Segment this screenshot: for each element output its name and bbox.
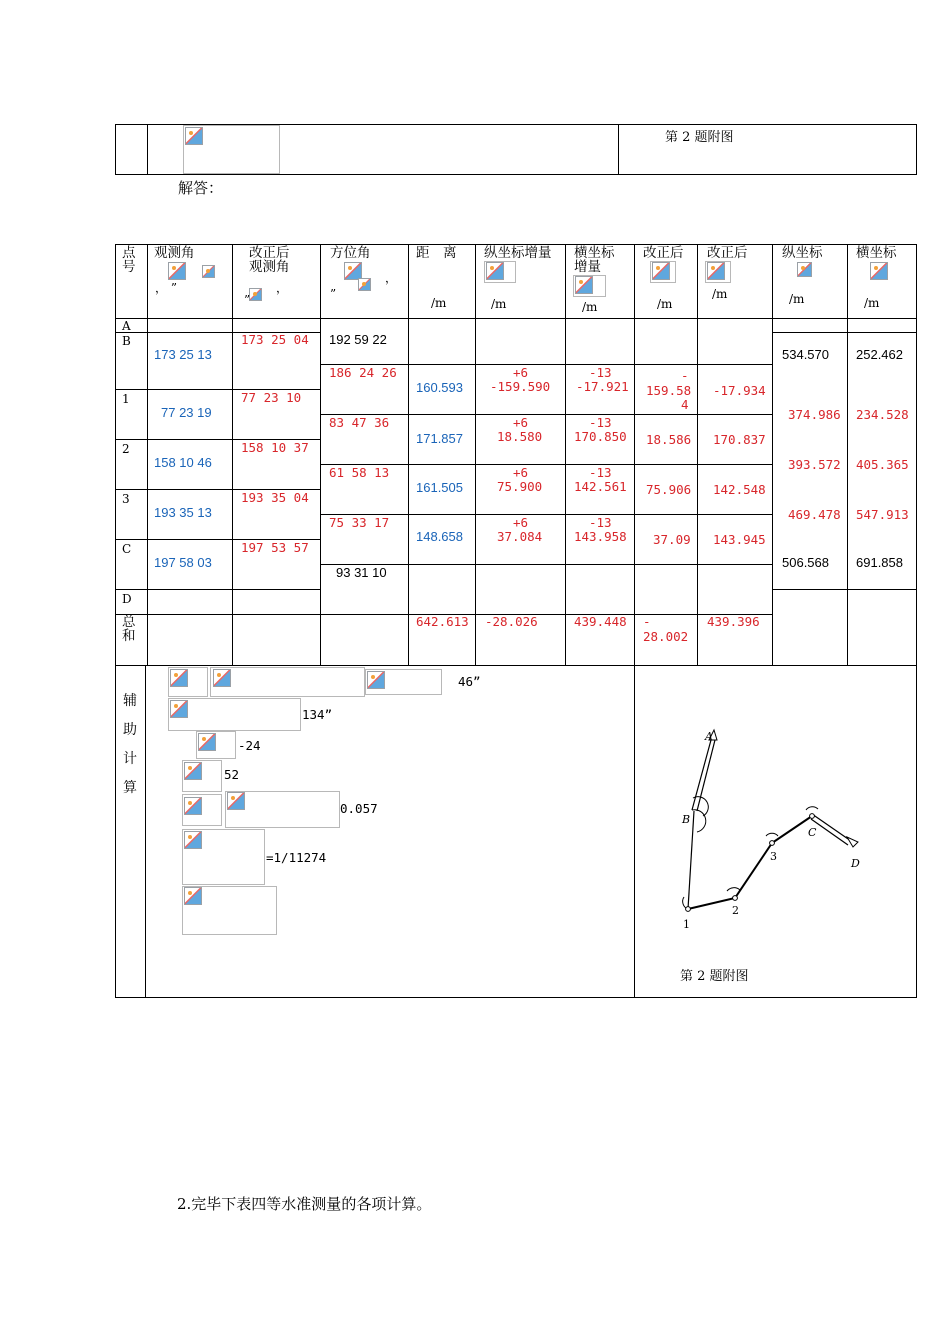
rule — [772, 332, 916, 333]
aux-value-2: 134” — [302, 707, 333, 722]
dy-corr-23: -13 — [589, 465, 612, 480]
cdx-23: 75.906 — [646, 482, 692, 497]
dy-value-b1: -17.921 — [576, 379, 629, 394]
header-x: 纵坐标 — [782, 245, 823, 261]
question-2: 2.完毕下表四等水准测量的各项计算。 — [177, 1195, 432, 1213]
angle-arc-2 — [727, 888, 740, 891]
broken-image-icon — [249, 288, 262, 301]
broken-image-icon — [358, 278, 371, 291]
cdx-b1-sign: - — [681, 368, 689, 383]
header-point-1: 点 — [122, 245, 136, 261]
header-cdy: 改正后 — [707, 245, 748, 261]
rule — [115, 124, 116, 175]
cdy-12: 170.837 — [713, 432, 766, 447]
azimuth-12: 83 47 36 — [329, 415, 390, 430]
rule — [408, 244, 409, 665]
aux-label-4: 算 — [123, 780, 137, 796]
broken-image-icon — [184, 831, 202, 849]
header-cdy-unit: /m — [712, 287, 728, 301]
sum-dx: -28.026 — [485, 614, 538, 629]
rule — [320, 614, 408, 615]
point-d: D — [122, 592, 132, 606]
sum-label-1: 总 — [122, 614, 136, 630]
azimuth-ab: 192 59 22 — [329, 332, 387, 347]
header-observed-marks: ， ” — [155, 281, 177, 295]
rule — [115, 318, 916, 319]
y-coord-c: 691.858 — [856, 555, 903, 570]
point-2: 2 — [122, 442, 130, 456]
x-coord-b: 534.570 — [782, 347, 829, 362]
sum-dy: 439.448 — [574, 614, 627, 629]
header-dy-1: 横坐标 — [574, 245, 615, 261]
distance-23: 161.505 — [416, 480, 463, 495]
label-2: 2 — [732, 904, 739, 917]
aux-label-2: 助 — [123, 722, 137, 738]
y-coord-2: 405.365 — [856, 457, 909, 472]
sum-cdy: 439.396 — [707, 614, 760, 629]
header-corrected-2: 观测角 — [249, 259, 290, 275]
rule — [618, 124, 619, 175]
rule — [847, 244, 848, 665]
observed-angle-3: 193 35 13 — [154, 505, 212, 520]
point-a: A — [122, 319, 131, 333]
corrected-angle-c: 197 53 57 — [241, 540, 309, 555]
label-c: C — [808, 826, 817, 839]
broken-image-icon — [707, 262, 725, 280]
broken-image-icon — [227, 792, 245, 810]
dx-value-3c: 37.084 — [497, 529, 543, 544]
header-cdx-unit: /m — [657, 297, 673, 311]
point-b: B — [122, 334, 131, 348]
y-coord-b: 252.462 — [856, 347, 903, 362]
rule — [408, 564, 772, 565]
rule — [147, 244, 148, 665]
rule — [916, 124, 917, 175]
observed-angle-b: 173 25 13 — [154, 347, 212, 362]
distance-3c: 148.658 — [416, 529, 463, 544]
header-azimuth-mark-2: ” — [330, 287, 337, 301]
line-traverse — [688, 816, 812, 909]
corrected-angle-3: 193 35 04 — [241, 490, 309, 505]
x-coord-2: 393.572 — [788, 457, 841, 472]
dx-corr-23: +6 — [513, 465, 529, 480]
line-cd — [812, 814, 851, 841]
x-coord-3: 469.478 — [788, 507, 841, 522]
point-3-marker — [770, 841, 775, 846]
header-x-unit: /m — [789, 292, 805, 306]
line-cd — [811, 819, 848, 845]
point-1: 1 — [122, 392, 130, 406]
header-azimuth: 方位角 — [330, 245, 371, 261]
angle-arc-c — [806, 807, 818, 810]
header-azimuth-mark-1: ， — [385, 271, 398, 285]
header-corrected-mark-2: ” — [244, 293, 251, 307]
broken-image-icon — [652, 262, 670, 280]
aux-value-5: 0.057 — [340, 801, 378, 816]
cdy-3c: 143.945 — [713, 532, 766, 547]
distance-12: 171.857 — [416, 431, 463, 446]
header-dx: 纵坐标增量 — [484, 245, 552, 261]
rule — [115, 174, 917, 175]
broken-image-icon — [797, 262, 812, 277]
header-distance-unit: /m — [431, 296, 447, 310]
header-cdx: 改正后 — [643, 245, 684, 261]
rule — [916, 244, 917, 998]
dy-corr-b1: -13 — [589, 365, 612, 380]
y-coord-3: 547.913 — [856, 507, 909, 522]
aux-value-1: 46” — [458, 674, 481, 689]
broken-image-icon — [168, 262, 186, 280]
dy-corr-3c: -13 — [589, 515, 612, 530]
x-coord-1: 374.986 — [788, 407, 841, 422]
cdx-12: 18.586 — [646, 432, 692, 447]
dx-corr-3c: +6 — [513, 515, 529, 530]
dx-corr-b1: +6 — [513, 365, 529, 380]
header-observed: 观测角 — [154, 245, 195, 261]
label-3: 3 — [770, 850, 777, 863]
arrow-d-icon — [847, 837, 858, 847]
broken-image-icon — [213, 669, 231, 687]
header-corrected-mark-1: ， — [276, 281, 289, 295]
dy-value-12: 170.850 — [574, 429, 627, 444]
rule — [475, 244, 476, 665]
rule — [232, 244, 233, 665]
dx-value-b1: -159.590 — [490, 379, 551, 394]
header-dy-unit: /m — [582, 300, 598, 314]
rule — [772, 589, 916, 590]
corrected-angle-2: 158 10 37 — [241, 440, 309, 455]
rule — [115, 244, 116, 998]
broken-image-icon — [575, 276, 593, 294]
label-1: 1 — [683, 918, 690, 931]
broken-image-icon — [170, 669, 188, 687]
azimuth-b1: 186 24 26 — [329, 365, 397, 380]
aux-value-6: =1/11274 — [266, 850, 327, 865]
distance-b1: 160.593 — [416, 380, 463, 395]
point-3: 3 — [122, 492, 130, 506]
rule — [697, 244, 698, 665]
y-coord-1: 234.528 — [856, 407, 909, 422]
header-corrected-1: 改正后 — [249, 245, 290, 261]
point-c-marker — [810, 814, 815, 819]
line-ab — [692, 740, 711, 810]
aux-value-4: 52 — [224, 767, 240, 782]
broken-image-icon — [198, 733, 216, 751]
rule — [115, 614, 320, 615]
dy-value-23: 142.561 — [574, 479, 627, 494]
header-distance: 距 离 — [416, 245, 457, 261]
angle-arc-3 — [766, 833, 778, 836]
dx-corr-12: +6 — [513, 415, 529, 430]
rule — [320, 244, 321, 665]
azimuth-3c: 75 33 17 — [329, 515, 390, 530]
dy-corr-12: -13 — [589, 415, 612, 430]
header-y: 横坐标 — [856, 245, 897, 261]
azimuth-23: 61 58 13 — [329, 465, 390, 480]
point-2-marker — [733, 896, 738, 901]
cdx-b1-value: 159.58 — [646, 383, 692, 398]
dy-value-3c: 143.958 — [574, 529, 627, 544]
cdy-b1: -17.934 — [713, 383, 766, 398]
sum-distance: 642.613 — [416, 614, 469, 629]
dx-value-23: 75.900 — [497, 479, 543, 494]
header-y-unit: /m — [864, 296, 880, 310]
image-placeholder — [210, 667, 365, 697]
broken-image-icon — [185, 127, 203, 145]
aux-label-1: 辅 — [123, 693, 137, 709]
corrected-angle-b: 173 25 04 — [241, 332, 309, 347]
label-d: D — [851, 857, 860, 870]
top-caption: 第 2 题附图 — [665, 130, 734, 145]
aux-value-3: -24 — [238, 738, 261, 753]
sum-cdx: 28.002 — [643, 629, 689, 644]
rule — [772, 244, 773, 665]
rule — [115, 997, 916, 998]
cdx-b1-tail: 4 — [681, 397, 689, 412]
aux-label-3: 计 — [123, 751, 137, 767]
observed-angle-c: 197 58 03 — [154, 555, 212, 570]
broken-image-icon — [367, 671, 385, 689]
broken-image-icon — [170, 700, 188, 718]
observed-angle-1: 77 23 19 — [161, 405, 212, 420]
answer-label: 解答： — [178, 179, 224, 197]
x-coord-c: 506.568 — [782, 555, 829, 570]
broken-image-icon — [184, 797, 202, 815]
rule — [145, 665, 146, 998]
broken-image-icon — [184, 887, 202, 905]
azimuth-cd: 93 31 10 — [336, 565, 387, 580]
broken-image-icon — [202, 265, 215, 278]
point-c: C — [122, 542, 132, 556]
label-a: A — [705, 730, 713, 743]
cdx-3c: 37.09 — [653, 532, 691, 547]
rule — [115, 589, 320, 590]
rule — [565, 244, 566, 665]
header-point-2: 号 — [122, 259, 136, 275]
header-dx-unit: /m — [491, 297, 507, 311]
broken-image-icon — [870, 262, 888, 280]
traverse-figure — [635, 666, 915, 996]
rule — [147, 124, 148, 175]
header-dy-2: 增量 — [574, 259, 601, 275]
sum-cdx-sign: - — [643, 614, 651, 629]
cdy-23: 142.548 — [713, 482, 766, 497]
figure-caption: 第 2 题附图 — [680, 969, 749, 984]
label-b: B — [682, 813, 691, 826]
dx-value-12: 18.580 — [497, 429, 543, 444]
corrected-angle-1: 77 23 10 — [241, 390, 302, 405]
broken-image-icon — [486, 262, 504, 280]
sum-label-2: 和 — [122, 628, 136, 644]
observed-angle-2: 158 10 46 — [154, 455, 212, 470]
point-1-marker — [686, 907, 691, 912]
broken-image-icon — [184, 762, 202, 780]
